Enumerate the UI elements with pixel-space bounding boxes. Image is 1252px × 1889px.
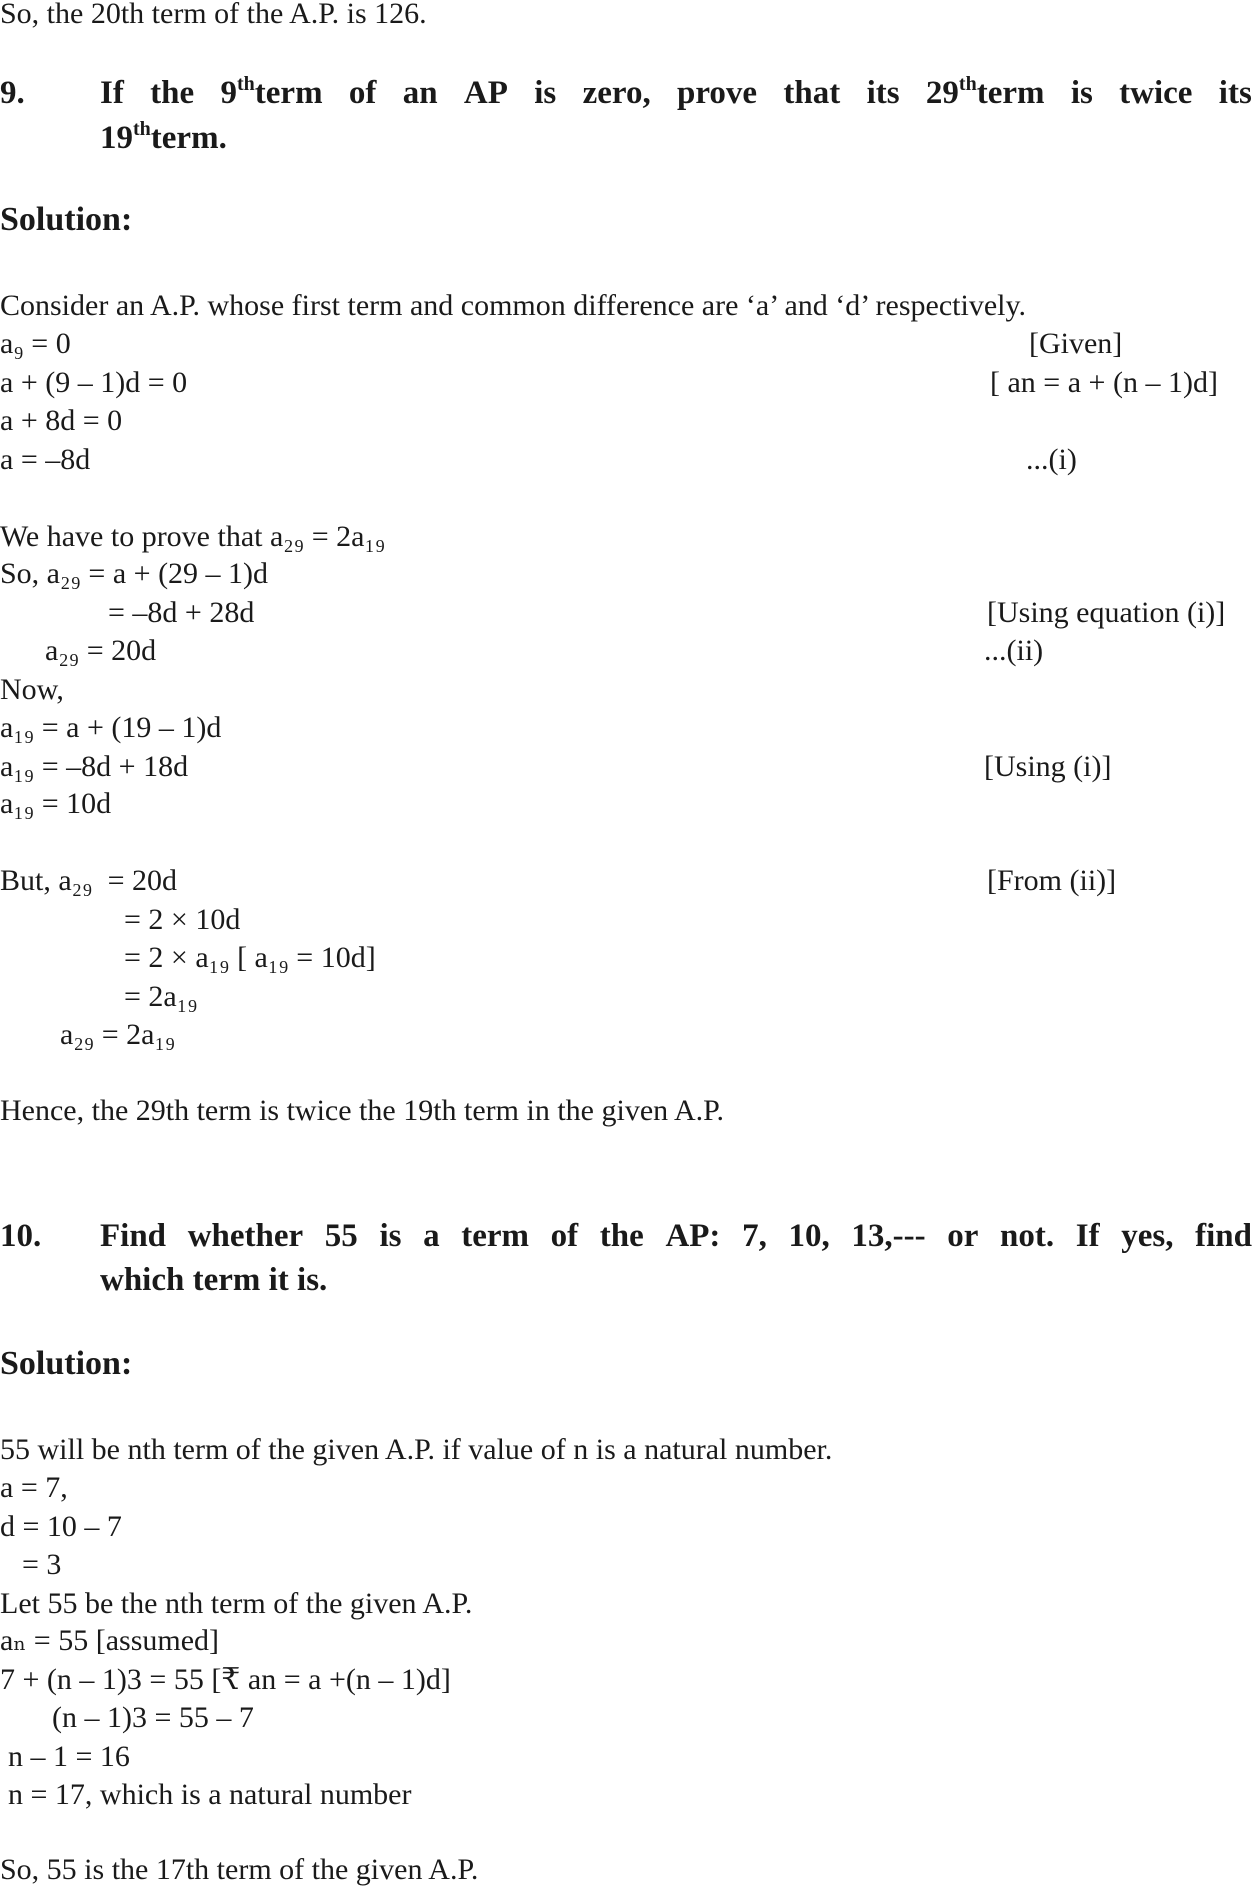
word: 7, bbox=[742, 1218, 767, 1254]
sol10-line: 55 will be nth term of the given A.P. if value of n is a natural number. bbox=[0, 1433, 833, 1466]
sol9-line: a₉ = 0 bbox=[0, 327, 71, 360]
word: term bbox=[461, 1218, 530, 1254]
word: or bbox=[947, 1218, 979, 1254]
question-9-number: 9. bbox=[0, 75, 25, 111]
sol9-note: [Using equation (i)] bbox=[987, 596, 1226, 629]
sol9-line: But, a₂₉ = 20d bbox=[0, 864, 177, 897]
question-10-number: 10. bbox=[0, 1218, 42, 1254]
word: Find bbox=[100, 1218, 167, 1254]
sol10-line: n – 1 = 16 bbox=[8, 1740, 130, 1773]
word: 13,--- bbox=[851, 1218, 926, 1254]
word: of bbox=[348, 75, 377, 111]
sol9-line: Now, bbox=[0, 673, 64, 706]
sol10-line: d = 10 – 7 bbox=[0, 1510, 122, 1543]
word: whether bbox=[187, 1218, 304, 1254]
solution-9-heading: Solution: bbox=[0, 201, 133, 238]
word: twice bbox=[1119, 75, 1193, 111]
word: the bbox=[150, 75, 195, 111]
sol10-line: a = 7, bbox=[0, 1471, 68, 1504]
question-9-line-1 bbox=[100, 71, 1252, 115]
word: AP bbox=[463, 75, 508, 111]
word: of bbox=[550, 1218, 579, 1254]
sol9-line: We have to prove that a₂₉ = 2a₁₉ bbox=[0, 520, 386, 553]
sol9-line: a + (9 – 1)d = 0 bbox=[0, 366, 188, 399]
sol9-note: [From (ii)] bbox=[987, 864, 1117, 897]
word: an bbox=[402, 75, 438, 111]
sol9-line: a₁₉ = 10d bbox=[0, 787, 112, 820]
word: is bbox=[379, 1218, 402, 1254]
intro-line: So, the 20th term of the A.P. is 126. bbox=[0, 0, 427, 30]
sol9-line: a₂₉ = 20d bbox=[45, 634, 157, 667]
sol10-line: 7 + (n – 1)3 = 55 [₹ an = a +(n – 1)d] bbox=[0, 1663, 451, 1696]
sol9-note: [Given] bbox=[1029, 327, 1123, 360]
sol10-line: (n – 1)3 = 55 – 7 bbox=[52, 1701, 254, 1734]
sol9-line: = 2a₁₉ bbox=[124, 980, 198, 1013]
sol9-note: ...(ii) bbox=[984, 634, 1044, 667]
sol9-line: a + 8d = 0 bbox=[0, 404, 123, 437]
word: that bbox=[783, 75, 841, 111]
sol9-line: = 2 × 10d bbox=[124, 903, 241, 936]
sol10-line: aₙ = 55 [assumed] bbox=[0, 1624, 220, 1657]
sol10-line: n = 17, which is a natural number bbox=[8, 1778, 412, 1811]
word: yes, bbox=[1121, 1218, 1174, 1254]
sol10-line: = 3 bbox=[22, 1548, 62, 1581]
word: its bbox=[1218, 75, 1252, 111]
word: 55 bbox=[324, 1218, 358, 1254]
word: AP: bbox=[665, 1218, 721, 1254]
sol10-line: Let 55 be the nth term of the given A.P. bbox=[0, 1587, 473, 1620]
word: 9thterm bbox=[220, 73, 323, 111]
word: find bbox=[1195, 1218, 1252, 1254]
word: prove bbox=[677, 75, 758, 111]
sol9-line: = 2 × a₁₉ [ a₁₉ = 10d] bbox=[124, 941, 376, 974]
question-9-line-2: 19thterm. bbox=[100, 118, 227, 156]
word: 29thterm bbox=[925, 73, 1045, 111]
sol9-note: ...(i) bbox=[1026, 443, 1077, 476]
sol9-line: a₁₉ = a + (19 – 1)d bbox=[0, 711, 222, 744]
sol9-line: Consider an A.P. whose first term and common difference are ‘a’ and ‘d’ respectively. bbox=[0, 289, 1027, 322]
question-10-line-2: which term it is. bbox=[100, 1262, 328, 1298]
solution-10-heading: Solution: bbox=[0, 1345, 133, 1382]
sol9-line: Hence, the 29th term is twice the 19th term in the given A.P. bbox=[0, 1094, 725, 1127]
word: If bbox=[1075, 1218, 1100, 1254]
word: If bbox=[100, 75, 124, 111]
sol9-line: = –8d + 28d bbox=[108, 596, 255, 629]
word: its bbox=[866, 75, 900, 111]
word: is bbox=[1070, 75, 1093, 111]
word: a bbox=[423, 1218, 440, 1254]
question-10-line-1 bbox=[100, 1214, 1252, 1258]
sol9-line: a = –8d bbox=[0, 443, 91, 476]
word: the bbox=[599, 1218, 644, 1254]
sol10-line: So, 55 is the 17th term of the given A.P. bbox=[0, 1853, 479, 1886]
word: not. bbox=[1000, 1218, 1055, 1254]
sol9-line: a₂₉ = 2a₁₉ bbox=[60, 1018, 176, 1051]
word: 10, bbox=[788, 1218, 830, 1254]
sol9-note: [Using (i)] bbox=[984, 750, 1112, 783]
sol9-note: [ an = a + (n – 1)d] bbox=[990, 366, 1218, 399]
word: zero, bbox=[582, 75, 651, 111]
sol9-line: a₁₉ = –8d + 18d bbox=[0, 750, 189, 783]
word: is bbox=[534, 75, 557, 111]
sol9-line: So, a₂₉ = a + (29 – 1)d bbox=[0, 557, 269, 590]
